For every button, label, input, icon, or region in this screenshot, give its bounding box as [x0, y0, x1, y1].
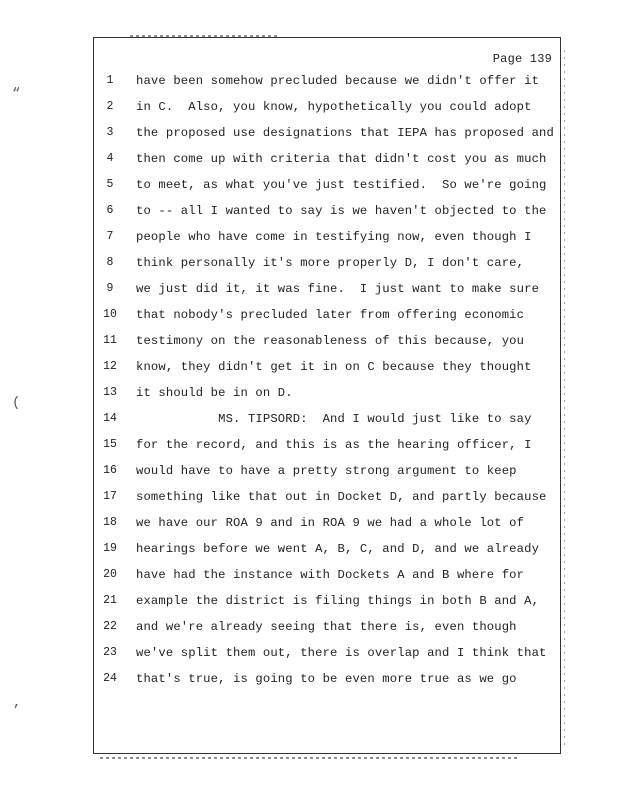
- line-number: 1: [106, 74, 114, 87]
- scan-mark-2: (: [12, 395, 21, 411]
- line-number: 11: [103, 334, 117, 347]
- line-number: 13: [103, 386, 117, 399]
- line-number: 2: [106, 100, 114, 113]
- line-text: it should be in on D.: [136, 386, 293, 400]
- line-number: 7: [106, 230, 114, 243]
- scan-mark-3: ’: [12, 703, 21, 719]
- line-text: MS. TIPSORD: And I would just like to say: [136, 412, 532, 426]
- line-text: think personally it's more properly D, I don't care,: [136, 256, 525, 270]
- line-number: 18: [103, 516, 117, 529]
- line-number: 24: [103, 672, 117, 685]
- line-text: for the record, and this is as the hearing officer, I: [136, 438, 532, 452]
- line-text: the proposed use designations that IEPA has proposed and: [136, 126, 554, 140]
- line-text: to meet, as what you've just testified. So we're going: [136, 178, 547, 192]
- line-number: 8: [106, 256, 114, 269]
- scan-artifact-bottom: [100, 757, 520, 759]
- line-number: 6: [106, 204, 114, 217]
- line-text: something like that out in Docket D, and partly because: [136, 490, 547, 504]
- line-text: that's true, is going to be even more true as we go: [136, 672, 517, 686]
- line-number: 17: [103, 490, 117, 503]
- line-text: we have our ROA 9 and in ROA 9 we had a whole lot of: [136, 516, 525, 530]
- line-number: 20: [103, 568, 117, 581]
- line-number: 12: [103, 360, 117, 373]
- line-number: 4: [106, 152, 114, 165]
- line-text: have had the instance with Dockets A and B where for: [136, 568, 525, 582]
- line-text: that nobody's precluded later from offering economic: [136, 308, 525, 322]
- scan-mark-1: “: [12, 86, 21, 102]
- line-text: we just did it, it was fine. I just want to make sure: [136, 282, 540, 296]
- page-number: Page 139: [492, 52, 552, 66]
- line-number: 10: [103, 308, 117, 321]
- line-number: 16: [103, 464, 117, 477]
- line-text: testimony on the reasonableness of this because, you: [136, 334, 525, 348]
- line-text: know, they didn't get it in on C because they thought: [136, 360, 532, 374]
- line-number: 3: [106, 126, 114, 139]
- line-number: 19: [103, 542, 117, 555]
- transcript-page: [93, 37, 561, 754]
- line-number: 23: [103, 646, 117, 659]
- line-number: 5: [106, 178, 114, 191]
- line-text: we've split them out, there is overlap and I think that: [136, 646, 547, 660]
- line-text: and we're already seeing that there is, even though: [136, 620, 517, 634]
- scan-artifact-top: [130, 35, 280, 37]
- line-number: 15: [103, 438, 117, 451]
- scan-artifact-right: [564, 50, 565, 750]
- line-text: would have to have a pretty strong argument to keep: [136, 464, 517, 478]
- line-number: 21: [103, 594, 117, 607]
- line-number: 9: [106, 282, 114, 295]
- line-text: people who have come in testifying now, even though I: [136, 230, 532, 244]
- line-text: then come up with criteria that didn't cost you as much: [136, 152, 547, 166]
- line-text: have been somehow precluded because we didn't offer it: [136, 74, 540, 88]
- line-text: in C. Also, you know, hypothetically you could adopt: [136, 100, 532, 114]
- line-text: example the district is filing things in both B and A,: [136, 594, 540, 608]
- line-number: 22: [103, 620, 117, 633]
- line-text: to -- all I wanted to say is we haven't objected to the: [136, 204, 547, 218]
- line-number: 14: [103, 412, 117, 425]
- line-text: hearings before we went A, B, C, and D, and we already: [136, 542, 540, 556]
